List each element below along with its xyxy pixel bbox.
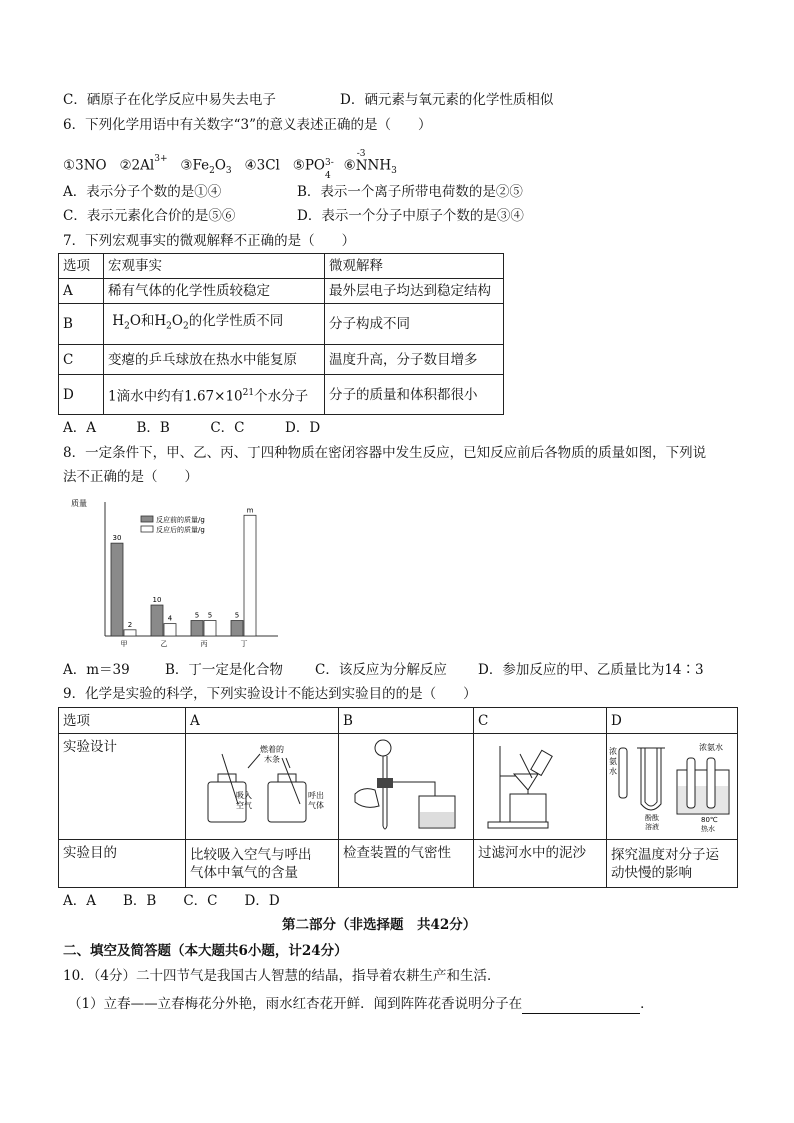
table-row: 实验目的 比较吸入空气与呼出 气体中氧气的含量 检查装置的气密性 过滤河水中的泥沙 探究温度对分子运 动快慢的影响 [59, 840, 738, 888]
svg-text:酚酞: 酚酞 [645, 814, 659, 822]
table-row: 选项 宏观事实 微观解释 [59, 254, 504, 279]
svg-text:氨: 氨 [609, 757, 617, 766]
figure-b [339, 734, 474, 840]
bar-after-3 [244, 515, 256, 636]
q9-table [58, 707, 738, 888]
bar-label: 10 [152, 596, 162, 605]
bar-label: 5 [207, 611, 213, 620]
q8-stem-1: 8．一定条件下，甲、乙、丙、丁四种物质在密闭容器中发生反应，已知反应前后各物质的质量如图，下列说 [63, 445, 707, 461]
svg-text:呼出: 呼出 [308, 791, 324, 800]
category-label: 乙 [160, 640, 168, 648]
table-row: B $H_2O$和$H_2O_2$的化学性质不同 分子构成不同 [59, 304, 504, 345]
legend-label: 反应前的质量/g [156, 516, 205, 524]
category-label: 甲 [120, 640, 128, 648]
q10-part-1: （1）立春——立春梅花分外艳，雨水红杏花开鲜．闻到阵阵花香说明分子在 ． [68, 996, 654, 1012]
q6-option-c: C．表示元素化合价的是⑤⑥ [63, 208, 236, 224]
table-row: A 稀有气体的化学性质较稳定 最外层电子均达到稳定结构 [59, 279, 504, 304]
chart-legend [141, 515, 205, 534]
q5-option-d: D．硒元素与氧元素的化学性质相似 [340, 92, 554, 108]
legend-swatch [141, 526, 153, 532]
figure-d [607, 734, 738, 840]
q6-option-b: B．表示一个离子所带电荷数的是②⑤ [297, 184, 523, 200]
q8-option-d: D．参加反应的甲、乙质量比为14∶3 [478, 662, 704, 678]
svg-text:水: 水 [609, 767, 617, 776]
bar-before-0 [111, 543, 123, 636]
q7-answers: A．A B．B C．C D．D [63, 420, 321, 436]
bar-before-1 [151, 605, 163, 636]
table-row: 实验设计 燃着的 木条 吸入 空气 呼出 气体 浓 氨 水 酚酞 溶液 浓氨水 80℃ 热水 [59, 734, 738, 840]
bar-label: m [246, 506, 254, 515]
svg-text:浓: 浓 [609, 747, 617, 756]
q9-stem: 9．化学是实验的科学，下列实验设计不能达到实验目的的是（ ） [63, 686, 477, 702]
q10-stem: 10．（4分）二十四节气是我国古人智慧的结晶，指导着农耕生产和生活． [63, 968, 501, 984]
svg-text:吸入: 吸入 [236, 791, 252, 800]
section-two-heading: 二、填空及简答题（本大题共6小题，计24分） [63, 943, 348, 959]
bar-label: 30 [112, 534, 122, 543]
svg-text:气体: 气体 [308, 801, 324, 810]
bar-after-1 [164, 624, 176, 636]
svg-text:空气: 空气 [236, 801, 252, 810]
mass-bar-chart [63, 492, 283, 652]
q8-option-c: C．该反应为分解反应 [315, 662, 447, 678]
figure-a [186, 734, 339, 840]
q6-option-a: A．表示分子个数的是①④ [63, 184, 222, 200]
bar-label: 4 [167, 614, 173, 623]
q9-answers: A．A B．B C．C D．D [63, 893, 280, 909]
q8-option-a: A．m＝39 [63, 662, 130, 678]
svg-text:80℃: 80℃ [701, 816, 718, 824]
svg-text:燃着的: 燃着的 [260, 745, 284, 754]
bar-before-3 [231, 621, 243, 636]
bar-label: 5 [234, 611, 240, 620]
q6-items: ①3NO $②2Al^{3+}$ $③Fe_2O_3$ ④3Cl ⑤PO 3- 4 ⑥ -3 $NNH_3$ [63, 148, 397, 181]
category-label: 丙 [200, 640, 208, 648]
svg-text:溶液: 溶液 [645, 823, 659, 831]
q5-option-c: C．硒原子在化学反应中易失去电子 [63, 92, 276, 108]
y-axis-label: 质量 [71, 499, 87, 508]
q6-option-d: D．表示一个分子中原子个数的是③④ [297, 208, 524, 224]
q8-stem-2: 法不正确的是（ ） [63, 469, 198, 485]
q8-option-b: B．丁一定是化合物 [165, 662, 283, 678]
table-row: C 变瘪的乒乓球放在热水中能复原 温度升高，分子数目增多 [59, 345, 504, 375]
table-row: 选项 A B C D [59, 708, 738, 734]
legend-swatch [141, 516, 153, 522]
svg-text:浓氨水: 浓氨水 [699, 743, 723, 752]
bar-after-2 [204, 621, 216, 636]
svg-text:热水: 热水 [701, 825, 715, 833]
bar-before-2 [191, 621, 203, 636]
category-label: 丁 [240, 640, 248, 648]
part-two-title: 第二部分（非选择题 共42分） [282, 917, 477, 933]
q7-stem: 7．下列宏观事实的微观解释不正确的是（ ） [63, 233, 356, 249]
q7-table [58, 253, 504, 415]
svg-text:木条: 木条 [264, 755, 280, 764]
q6-stem: 6．下列化学用语中有关数字“3”的意义表述正确的是（ ） [63, 117, 432, 133]
bar-label: 2 [127, 620, 133, 629]
q10-answer-blank[interactable] [522, 999, 640, 1014]
bar-label: 5 [194, 611, 200, 620]
legend-label: 反应后的质量/g [156, 526, 205, 534]
bar-after-0 [124, 630, 136, 636]
table-row: D 1滴水中约有$1.67\times 10^{21}$个水分子 分子的质量和体积都很小 [59, 375, 504, 415]
figure-c [474, 734, 607, 840]
